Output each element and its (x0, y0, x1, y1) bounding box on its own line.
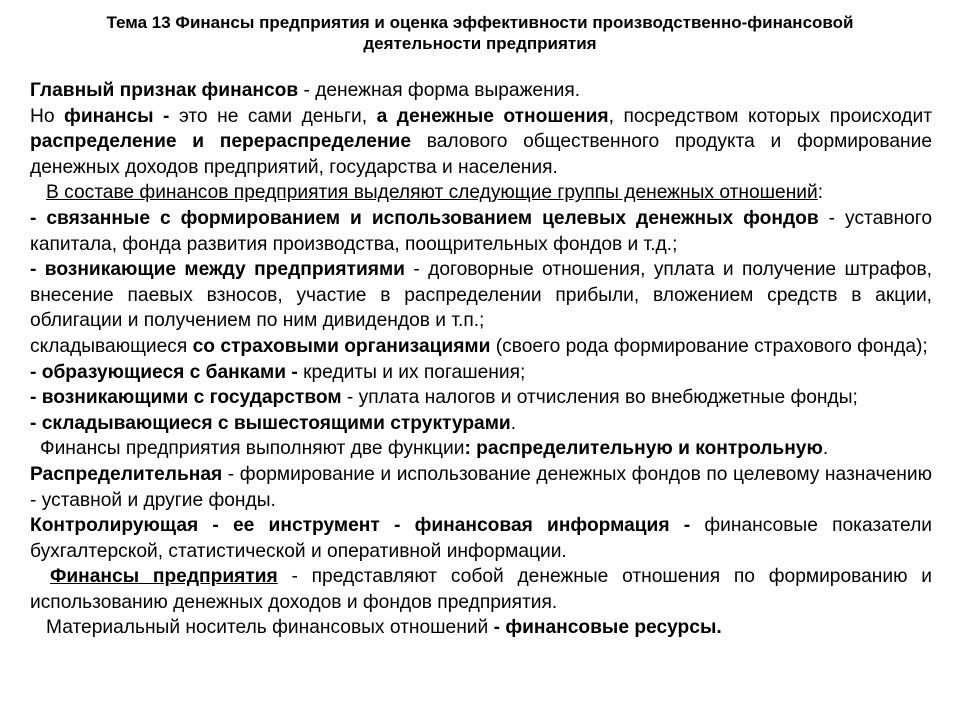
text-run: - образующиеся с банками - (30, 361, 298, 383)
slide-title-line-2: деятельности предприятия (363, 34, 597, 53)
list-item-between-enterprises (30, 257, 932, 334)
slide-title (60, 12, 900, 54)
text-run: а денежные отношения (376, 105, 609, 127)
text-run: . (510, 412, 517, 434)
text-run: - уставного капитала, фонда развития производства, поощрительных фондов и т.д.; (30, 207, 932, 255)
paragraph-financial-resources (30, 615, 932, 641)
text-run: Финансы предприятия выполняют две функции (40, 438, 465, 460)
text-run: складывающиеся (30, 335, 193, 357)
text-run: - договорные отношения, уплата и получение штрафов, внесение паевых взносов, участие в распределении прибыли, вложением средств в акции, облигации и получением по ним дивидендов и т.п.; (30, 259, 932, 332)
text-run: финансы - (64, 105, 179, 127)
text-run: - формирование и использование денежных фондов по целевому назначению - уставной и другие фонды. (30, 463, 932, 511)
text-run: - возникающие между предприятиями (30, 259, 405, 281)
slide-title-line-1: Тема 13 Финансы предприятия и оценка эффективности производственно-финансовой (106, 13, 854, 32)
list-item-higher-structures (30, 411, 932, 437)
text-run: : распределительную и контрольную (464, 438, 823, 460)
paragraph-groups-intro (30, 180, 932, 206)
text-run: - денежная форма выражения. (298, 80, 581, 101)
list-item-state (30, 385, 932, 411)
list-item-target-funds (30, 206, 932, 257)
text-run: - возникающими с государством (30, 387, 342, 409)
paragraph-distributive-function (30, 462, 932, 513)
paragraph-control-function (30, 513, 932, 564)
text-run: В составе финансов предприятия выделяют следующие группы денежных отношений (46, 182, 818, 204)
text-run: распределение и перераспределение (30, 131, 412, 153)
text-run: : (817, 182, 824, 204)
list-item-banks (30, 360, 932, 386)
text-run: со страховыми организациями (192, 335, 491, 357)
text-run: Распределительная (30, 463, 223, 485)
paragraph-main-feature (30, 78, 932, 104)
text-run: - уплата налогов и отчисления во внебюджетные фонды; (341, 387, 858, 409)
text-run: финансовые показатели бухгалтерской, статистической и оперативной информации. (30, 515, 932, 562)
paragraph-finance-definition (30, 104, 932, 181)
list-item-insurance (30, 334, 932, 360)
text-run: , посредством которых происходит (608, 105, 933, 127)
text-run: . (822, 438, 829, 460)
text-run: Финансы предприятия (50, 566, 278, 588)
text-run: - представляют собой денежные отношения по формированию и использованию денежных доходов и фондов предприятия. (30, 566, 932, 613)
text-run: кредиты и их погашения; (297, 361, 526, 383)
text-run: (своего рода формирование страхового фонда); (490, 335, 928, 357)
text-run: Но (30, 105, 65, 127)
text-run: - связанные с формированием и использованием целевых денежных фондов (30, 207, 819, 229)
text-run: - финансовые ресурсы. (493, 617, 722, 639)
text-run: - складывающиеся с вышестоящими структурами (30, 412, 511, 434)
slide-body (30, 78, 932, 641)
paragraph-two-functions (30, 436, 932, 462)
text-run: Главный признак финансов (30, 80, 299, 101)
text-run: валового общественного продукта и формирование денежных доходов предприятий, государства и населения. (30, 131, 932, 178)
text-run: Контролирующая - ее инструмент - финансовая информация - (30, 515, 691, 537)
text-run: Материальный носитель финансовых отношений (46, 617, 494, 639)
paragraph-enterprise-finance-definition (30, 564, 932, 615)
text-run: это не сами деньги, (178, 105, 377, 127)
